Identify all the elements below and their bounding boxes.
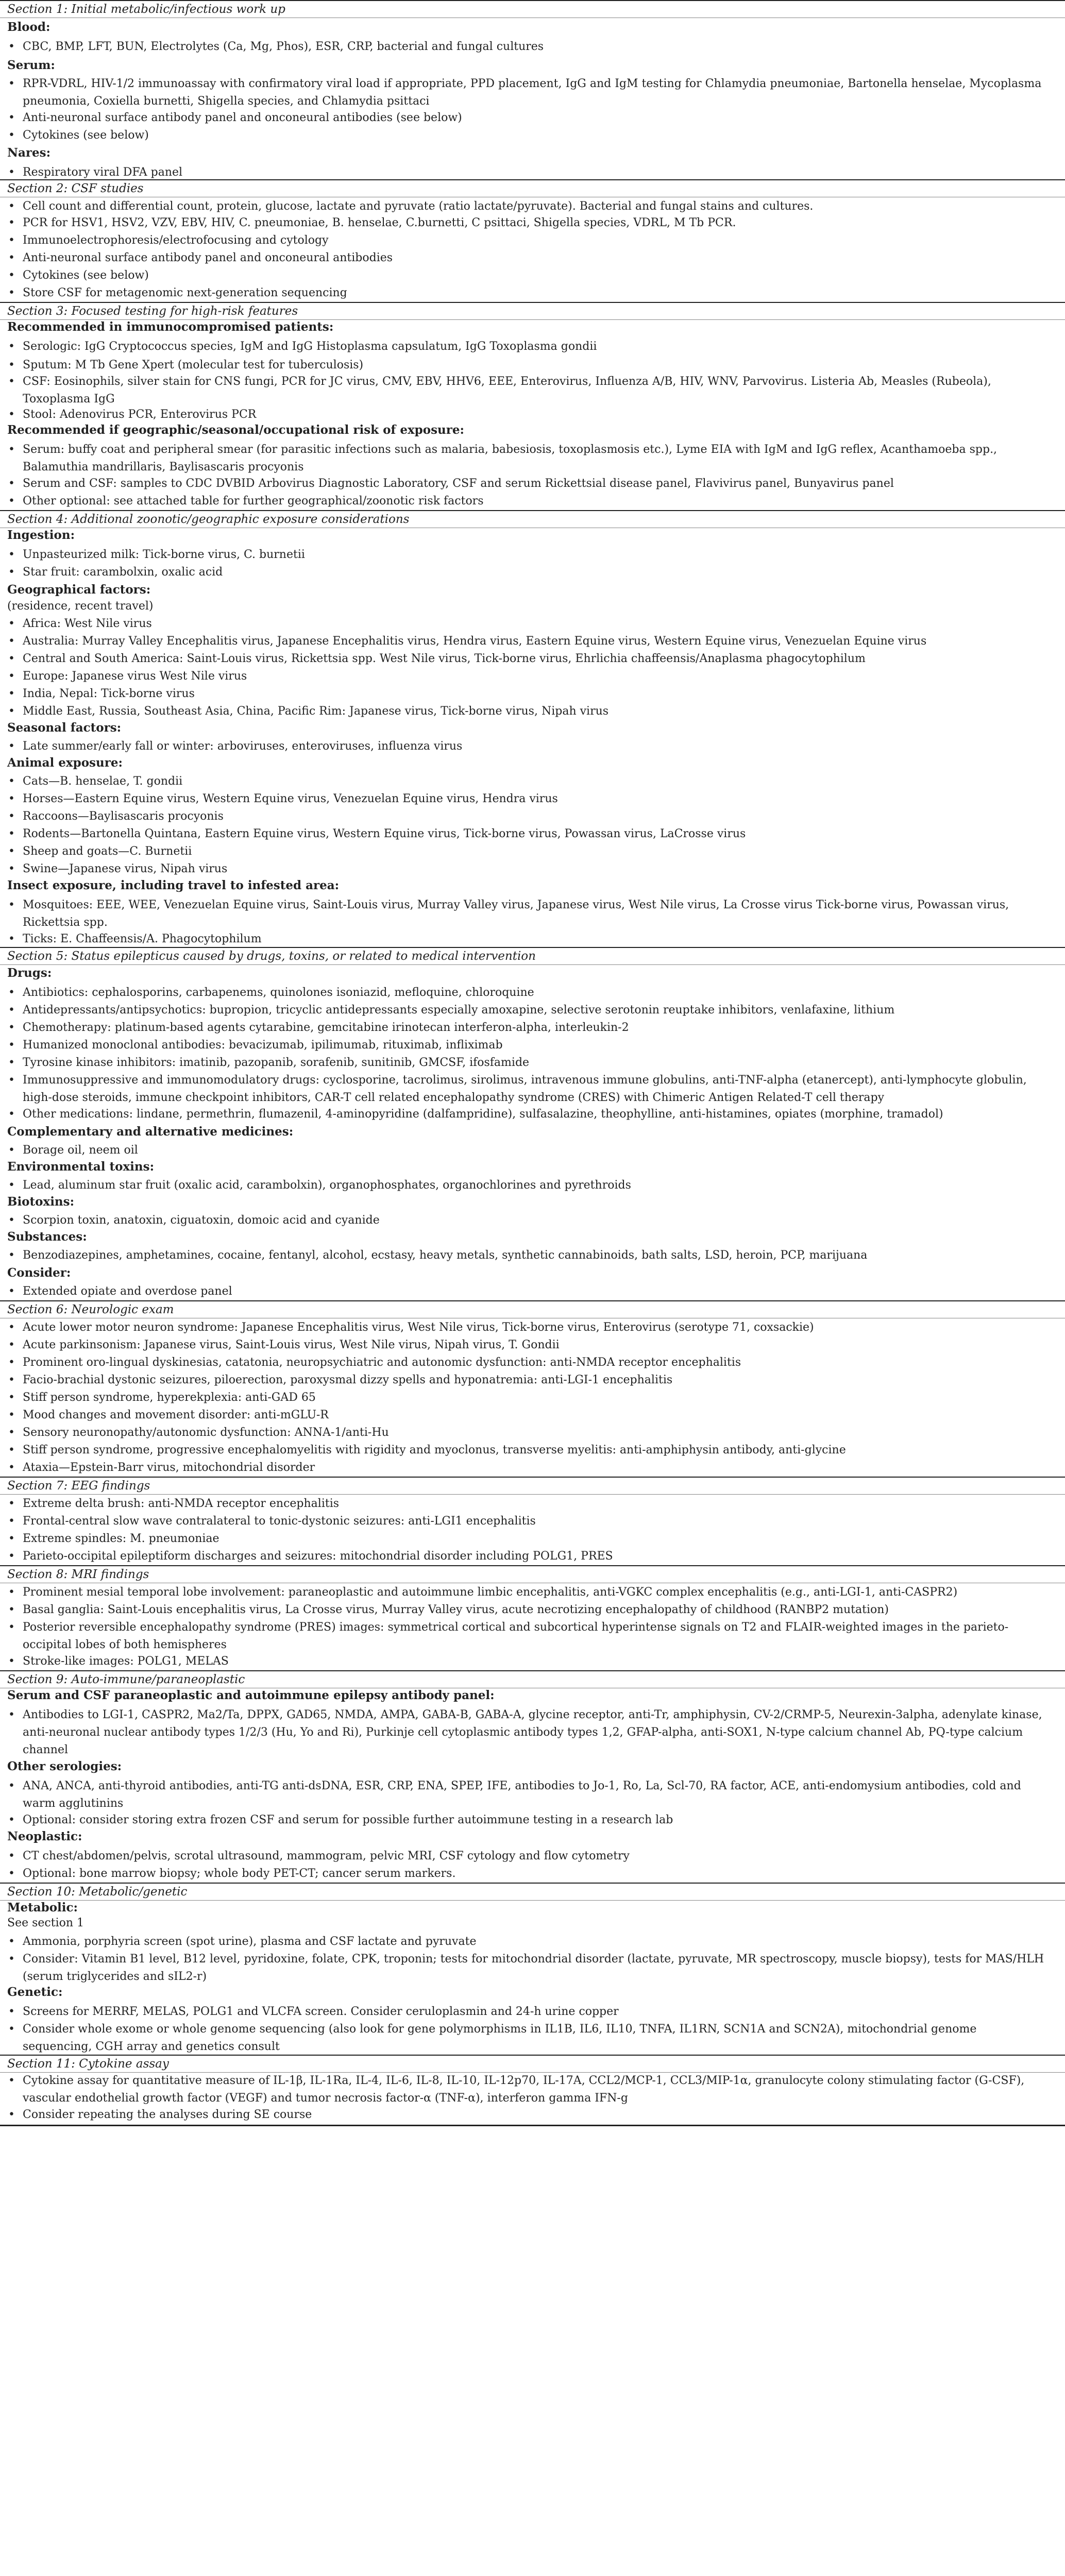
bullet-item: • Serum: buffy coat and peripheral smear (for parasitic infections such as malaria, babesiosis, toxoplasmosis etc.), Lyme EIA with IgM and IgG reflex, Acanthamoeba spp., Balamuthia mandrillaris, Baylisascaris procyonis — [23, 441, 1048, 476]
bullet-item: • Cytokines (see below) — [23, 267, 1048, 284]
bullet-item: • Store CSF for metagenomic next-generation sequencing — [23, 284, 1048, 302]
group-note: See section 1 — [7, 1917, 84, 1929]
bullet-item: • Scorpion toxin, anatoxin, ciguatoxin, domoic acid and cyanide — [23, 1212, 1048, 1229]
bullet-item: • Consider: Vitamin B1 level, B12 level, pyridoxine, folate, CPK, troponin; tests for mitochondrial disorder (lactate, pyruvate, MR spectroscopy, muscle biopsy), tests for MAS/HLH (serum triglycerides and sIL2-r) — [23, 1951, 1048, 1986]
group-heading: Animal exposure: — [7, 756, 123, 770]
bullet-item: • RPR-VDRL, HIV-1/2 immunoassay with confirmatory viral load if appropriate, PPD placement, IgG and IgM testing for Chlamydia pneumoniae, Bartonella henselae, Mycoplasma pneumonia, Coxiella burnetti, Shigella species, and Chlamydia psittaci — [23, 75, 1048, 110]
group-heading: Nares: — [7, 146, 51, 160]
group-heading: Environmental toxins: — [7, 1160, 155, 1174]
section-bottom-rule — [0, 964, 1065, 965]
group-heading: Biotoxins: — [7, 1195, 75, 1209]
group-note: (residence, recent travel) — [7, 600, 154, 613]
group-heading: Geographical factors: — [7, 583, 151, 597]
bullet-item: • Immunosuppressive and immunomodulatory drugs: cyclosporine, tacrolimus, sirolimus, intravenous immune globulins, anti-TNF-alpha (etanercept), anti-lymphocyte globulin, high-dose steroids, immune checkpoint inhibitors, CAR-T cell related encephalopathy syndrome (CRES) with Chimeric Antigen Related-T cell therapy — [23, 1072, 1048, 1107]
bullet-item: • Extreme spindles: M. pneumoniae — [23, 1530, 1048, 1548]
group-heading: Serum: — [7, 58, 55, 72]
group-heading: Metabolic: — [7, 1901, 78, 1914]
bullet-item: • Antibodies to LGI-1, CASPR2, Ma2/Ta, DPPX, GAD65, NMDA, AMPA, GABA-B, GABA-A, glycine receptor, anti-Tr, amphiphysin, CV-2/CRMP-5, Neurexin-3alpha, adenylate kinase, anti-neuronal nuclear antibody types 1/2/3 (Hu, Yo and Ri), Purkinje cell cytoplasmic antibody types 1,2, GFAP-alpha, anti-SOX1, N-type calcium channel Ab, PQ-type calcium channel — [23, 1706, 1048, 1759]
section-1-title: Section 1: Initial metabolic/infectious work up — [0, 1, 1065, 18]
section-9-title: Section 9: Auto-immune/paraneoplastic — [0, 1671, 1065, 1688]
bullet-item: • Horses—Eastern Equine virus, Western Equine virus, Venezuelan Equine virus, Hendra virus — [23, 790, 1048, 808]
bullet-item: • Serologic: IgG Cryptococcus species, IgM and IgG Histoplasma capsulatum, IgG Toxoplasma gondii — [23, 338, 1048, 355]
bullet-item: • Stroke-like images: POLG1, MELAS — [23, 1653, 1048, 1670]
bullet-item: • Ammonia, porphyria screen (spot urine), plasma and CSF lactate and pyruvate — [23, 1933, 1048, 1951]
bullet-item: • Chemotherapy: platinum-based agents cytarabine, gemcitabine irinotecan interferon-alpha, interleukin-2 — [23, 1019, 1048, 1037]
bullet-item: • Acute parkinsonism: Japanese virus, Saint-Louis virus, West Nile virus, Nipah virus, T. Gondii — [23, 1336, 1048, 1354]
group-heading: Serum and CSF paraneoplastic and autoimmune epilepsy antibody panel: — [7, 1688, 495, 1702]
bullet-item: • Optional: consider storing extra frozen CSF and serum for possible further autoimmune testing in a research lab — [23, 1811, 1048, 1829]
group-heading: Genetic: — [7, 1985, 63, 1999]
section-bottom-rule — [0, 1900, 1065, 1901]
bullet-item: • Cell count and differential count, protein, glucose, lactate and pyruvate (ratio lactate/pyruvate). Bacterial and fungal stains and cultures. — [23, 198, 1048, 215]
bullet-item: • Europe: Japanese virus West Nile virus — [23, 668, 1048, 685]
bullet-item: • Cats—B. henselae, T. gondii — [23, 773, 1048, 790]
bullet-item: • Posterior reversible encephalopathy syndrome (PRES) images: symmetrical cortical and subcortical hyperintense signals on T2 and FLAIR-weighted images in the parieto-occipital lobes of both hemispheres — [23, 1619, 1048, 1654]
bullet-item: • Late summer/early fall or winter: arboviruses, enteroviruses, influenza virus — [23, 738, 1048, 755]
bullet-item: • Facio-brachial dystonic seizures, piloerection, paroxysmal dizzy spells and hyponatremia: anti-LGI-1 encephalitis — [23, 1371, 1048, 1389]
bullet-item: • Extended opiate and overdose panel — [23, 1283, 1048, 1300]
group-heading: Insect exposure, including travel to infested area: — [7, 878, 340, 892]
bullet-item: • Benzodiazepines, amphetamines, cocaine, fentanyl, alcohol, ecstasy, heavy metals, synthetic cannabinoids, bath salts, LSD, heroin, PCP, marijuana — [23, 1247, 1048, 1264]
bullet-item: • Africa: West Nile virus — [23, 615, 1048, 633]
group-heading: Other serologies: — [7, 1759, 122, 1773]
bullet-item: • Immunoelectrophoresis/electrofocusing and cytology — [23, 232, 1048, 249]
table-bottom-rule — [0, 2125, 1065, 2126]
group-heading: Substances: — [7, 1230, 87, 1244]
bullet-item: • Ticks: E. Chaffeensis/A. Phagocytophilum — [23, 930, 1048, 948]
section-3-title: Section 3: Focused testing for high-risk features — [0, 303, 1065, 319]
section-2-title: Section 2: CSF studies — [0, 180, 1065, 197]
bullet-item: • Humanized monoclonal antibodies: bevacizumab, ipilimumab, rituximab, infliximab — [23, 1037, 1048, 1054]
group-heading: Drugs: — [7, 966, 52, 980]
group-heading: Seasonal factors: — [7, 721, 122, 735]
bullet-item: • Respiratory viral DFA panel — [23, 164, 1048, 181]
group-heading: Blood: — [7, 20, 50, 34]
bullet-item: • Prominent oro-lingual dyskinesias, catatonia, neuropsychiatric and autonomic dysfunction: anti-NMDA receptor encephalitis — [23, 1354, 1048, 1371]
section-bottom-rule — [0, 1494, 1065, 1495]
bullet-item: • PCR for HSV1, HSV2, VZV, EBV, HIV, C. pneumoniae, B. henselae, C.burnetti, C psittaci, Shigella species, VDRL, M Tb PCR. — [23, 214, 1048, 232]
bullet-item: • Middle East, Russia, Southeast Asia, China, Pacific Rim: Japanese virus, Tick-borne virus, Nipah virus — [23, 703, 1048, 720]
bullet-item: • ANA, ANCA, anti-thyroid antibodies, anti-TG anti-dsDNA, ESR, CRP, ENA, SPEP, IFE, antibodies to Jo-1, Ro, La, Scl-70, RA factor, ACE, anti-endomysium antibodies, cold and warm agglutinins — [23, 1777, 1048, 1812]
section-7-title: Section 7: EEG findings — [0, 1478, 1065, 1494]
bullet-item: • Parieto-occipital epileptiform discharges and seizures: mitochondrial disorder including POLG1, PRES — [23, 1548, 1048, 1565]
group-heading: Consider: — [7, 1266, 71, 1280]
bullet-item: • CSF: Eosinophils, silver stain for CNS fungi, PCR for JC virus, CMV, EBV, HHV6, EEE, Enterovirus, Influenza A/B, HIV, WNV, Parvovirus. Listeria Ab, Measles (Rubeola), Toxoplasma IgG — [23, 373, 1048, 408]
bullet-item: • Swine—Japanese virus, Nipah virus — [23, 860, 1048, 878]
bullet-item: • Serum and CSF: samples to CDC DVBID Arbovirus Diagnostic Laboratory, CSF and serum Rickettsial disease panel, Flavivirus panel, Bunyavirus panel — [23, 475, 1048, 493]
bullet-item: • Sheep and goats—C. Burnetii — [23, 843, 1048, 860]
bullet-item: • Raccoons—Baylisascaris procyonis — [23, 808, 1048, 825]
bullet-item: • Rodents—Bartonella Quintana, Eastern Equine virus, Western Equine virus, Tick-borne virus, Powassan virus, LaCrosse virus — [23, 825, 1048, 843]
bullet-item: • Other optional: see attached table for further geographical/zoonotic risk factors — [23, 493, 1048, 510]
bullet-item: • Prominent mesial temporal lobe involvement: paraneoplastic and autoimmune limbic encephalitis, anti-VGKC complex encephalitis (e.g., anti-LGI-1, anti-CASPR2) — [23, 1584, 1048, 1601]
bullet-item: • Basal ganglia: Saint-Louis encephalitis virus, La Crosse virus, Murray Valley virus, acute necrotizing encephalopathy of childhood (RANBP2 mutation) — [23, 1601, 1048, 1619]
section-5-title: Section 5: Status epilepticus caused by drugs, toxins, or related to medical intervention — [0, 948, 1065, 964]
bullet-item: • Acute lower motor neuron syndrome: Japanese Encephalitis virus, West Nile virus, Tick-borne virus, Enterovirus (serotype 71, coxsackie) — [23, 1319, 1048, 1336]
section-10-title: Section 10: Metabolic/genetic — [0, 1884, 1065, 1900]
bullet-item: • Mood changes and movement disorder: anti-mGLU-R — [23, 1406, 1048, 1424]
bullet-item: • Consider whole exome or whole genome sequencing (also look for gene polymorphisms in IL1B, IL6, IL10, TNFA, IL1RN, SCN1A and SCN2A), mitochondrial genome sequencing, CGH array and genetics consult — [23, 2021, 1048, 2056]
bullet-item: • Ataxia—Epstein-Barr virus, mitochondrial disorder — [23, 1459, 1048, 1477]
bullet-item: • Anti-neuronal surface antibody panel and onconeural antibodies — [23, 249, 1048, 267]
section-6-title: Section 6: Neurologic exam — [0, 1301, 1065, 1318]
bullet-item: • Antibiotics: cephalosporins, carbapenems, quinolones isoniazid, mefloquine, chloroquine — [23, 984, 1048, 1002]
bullet-item: • CT chest/abdomen/pelvis, scrotal ultrasound, mammogram, pelvic MRI, CSF cytology and flow cytometry — [23, 1848, 1048, 1865]
section-4-title: Section 4: Additional zoonotic/geographic exposure considerations — [0, 511, 1065, 528]
bullet-item: • Stiff person syndrome, hyperekplexia: anti-GAD 65 — [23, 1389, 1048, 1406]
bullet-item: • Extreme delta brush: anti-NMDA receptor encephalitis — [23, 1495, 1048, 1513]
bullet-item: • Stiff person syndrome, progressive encephalomyelitis with rigidity and myoclonus, transverse myelitis: anti-amphiphysin antibody, anti-glycine — [23, 1442, 1048, 1459]
bullet-item: • Optional: bone marrow biopsy; whole body PET-CT; cancer serum markers. — [23, 1865, 1048, 1883]
section-8-title: Section 8: MRI findings — [0, 1566, 1065, 1583]
group-heading: Neoplastic: — [7, 1829, 82, 1843]
bullet-item: • Frontal-central slow wave contralateral to tonic-dystonic seizures: anti-LGI1 encephalitis — [23, 1513, 1048, 1530]
bullet-item: • Sputum: M Tb Gene Xpert (molecular test for tuberculosis) — [23, 357, 1048, 374]
bullet-item: • Sensory neuronopathy/autonomic dysfunction: ANNA-1/anti-Hu — [23, 1424, 1048, 1442]
bullet-item: • India, Nepal: Tick-borne virus — [23, 685, 1048, 703]
bullet-item: • Anti-neuronal surface antibody panel and onconeural antibodies (see below) — [23, 109, 1048, 127]
group-heading: Recommended if geographic/seasonal/occupational risk of exposure: — [7, 423, 465, 437]
bullet-item: • Cytokines (see below) — [23, 127, 1048, 144]
bullet-item: • Star fruit: carambolxin, oxalic acid — [23, 564, 1048, 581]
group-heading: Recommended in immunocompromised patients: — [7, 320, 334, 334]
bullet-item: • Other medications: lindane, permethrin, flumazenil, 4-aminopyridine (dalfampridine), sulfasalazine, theophylline, anti-histamines, opiates (morphine, tramadol) — [23, 1106, 1048, 1123]
bullet-item: • Borage oil, neem oil — [23, 1142, 1048, 1159]
section-11-title: Section 11: Cytokine assay — [0, 2056, 1065, 2072]
bullet-item: • Australia: Murray Valley Encephalitis virus, Japanese Encephalitis virus, Hendra virus, Eastern Equine virus, Western Equine virus, Venezuelan Equine virus — [23, 633, 1048, 650]
bullet-item: • Lead, aluminum star fruit (oxalic acid, carambolxin), organophosphates, organochlorines and pyrethroids — [23, 1177, 1048, 1194]
bullet-item: • Stool: Adenovirus PCR, Enterovirus PCR — [23, 406, 1048, 423]
bullet-item: • Mosquitoes: EEE, WEE, Venezuelan Equine virus, Saint-Louis virus, Murray Valley virus, Japanese virus, West Nile virus, La Crosse virus Tick-borne virus, Powassan virus, Rickettsia spp. — [23, 896, 1048, 931]
bullet-item: • Cytokine assay for quantitative measure of IL-1β, IL-1Ra, IL-4, IL-6, IL-8, IL-10, IL-12p70, IL-17A, CCL2/MCP-1, CCL3/MIP-1α, granulocyte colony stimulating factor (G-CSF), vascular endothelial growth factor (VEGF) and tumor necrosis factor-α (TNF-α), interferon gamma IFN-g — [23, 2072, 1048, 2107]
bullet-item: • Screens for MERRF, MELAS, POLG1 and VLCFA screen. Consider ceruloplasmin and 24-h urine copper — [23, 2003, 1048, 2021]
bullet-item: • CBC, BMP, LFT, BUN, Electrolytes (Ca, Mg, Phos), ESR, CRP, bacterial and fungal cultures — [23, 38, 1048, 56]
bullet-item: • Central and South America: Saint-Louis virus, Rickettsia spp. West Nile virus, Tick-borne virus, Ehrlichia chaffeensis/Anaplasma phagocytophilum — [23, 650, 1048, 668]
bullet-item: • Tyrosine kinase inhibitors: imatinib, pazopanib, sorafenib, sunitinib, GMCSF, ifosfamide — [23, 1054, 1048, 1072]
bullet-item: • Consider repeating the analyses during SE course — [23, 2106, 1048, 2124]
group-heading: Complementary and alternative medicines: — [7, 1125, 294, 1139]
group-heading: Ingestion: — [7, 528, 75, 542]
bullet-item: • Unpasteurized milk: Tick-borne virus, C. burnetii — [23, 546, 1048, 564]
bullet-item: • Antidepressants/antipsychotics: bupropion, tricyclic antidepressants especially amoxapine, selective serotonin reuptake inhibitors, venlafaxine, lithium — [23, 1002, 1048, 1019]
